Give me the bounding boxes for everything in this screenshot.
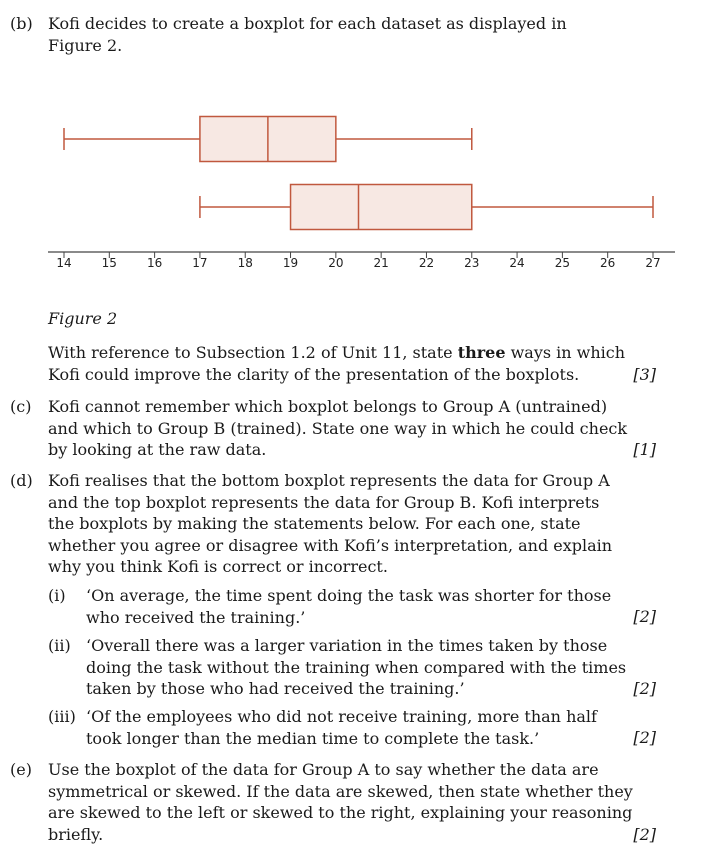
subpart-iii-line-2: took longer than the median time to complete the task.’ xyxy=(86,728,540,748)
subpart-i-line-2: who received the training.’ xyxy=(86,607,306,627)
x-tick-label-22: 22 xyxy=(418,256,435,270)
part-e-label: (e) xyxy=(10,760,32,779)
part-b-question-line-1 xyxy=(48,342,625,364)
x-tick-label-21: 21 xyxy=(373,256,389,270)
part-e-line-1: Use the boxplot of the data for Group A to say whether the data are xyxy=(48,760,599,779)
part-c-line-1: Kofi cannot remember which boxplot belongs to Group A (untrained) xyxy=(48,397,608,416)
subpart-iii-text xyxy=(86,706,597,749)
part-b-question-line-2: Kofi could improve the clarity of the presentation of the boxplots. xyxy=(48,364,580,384)
bottom-box-iqr xyxy=(291,185,472,230)
x-tick-label-16: 16 xyxy=(146,256,163,270)
part-e-text xyxy=(48,759,633,845)
part-b-question-after: ways in which xyxy=(505,343,626,362)
subpart-ii-line-3: taken by those who had received the training.’ xyxy=(86,679,465,698)
part-b-question-bold: three xyxy=(457,343,506,362)
subpart-iii-line-1: ‘Of the employees who did not receive training, more than half xyxy=(86,707,597,726)
part-d-line-5: why you think Kofi is correct or incorrect. xyxy=(48,557,388,576)
subpart-ii-mark: [2] xyxy=(633,679,656,698)
part-c-line-3: by looking at the raw data. xyxy=(48,440,267,459)
part-e-line-3: are skewed to the left or skewed to the right, explaining your reasoning xyxy=(48,803,633,822)
x-tick-label-19: 19 xyxy=(282,256,299,270)
part-b-mark: [3] xyxy=(633,365,656,384)
x-tick-label-20: 20 xyxy=(328,256,344,270)
x-tick-label-17: 17 xyxy=(192,256,208,270)
part-d-line-3: the boxplots by making the statements below. For each one, state xyxy=(48,514,581,533)
subpart-iii-mark: [2] xyxy=(633,728,656,747)
x-tick-label-23: 23 xyxy=(464,256,480,270)
x-tick-label-15: 15 xyxy=(101,256,117,270)
x-tick-label-26: 26 xyxy=(600,256,616,270)
subpart-ii-label: (ii) xyxy=(48,636,71,655)
subpart-i-mark: [2] xyxy=(633,607,656,626)
boxplot-figure xyxy=(0,0,723,300)
subpart-ii-text xyxy=(86,635,626,700)
part-e-line-2: symmetrical or skewed. If the data are skewed, then state whether they xyxy=(48,781,633,801)
x-tick-label-27: 27 xyxy=(645,256,661,270)
part-c-text xyxy=(48,396,627,461)
part-e-line-4: briefly. xyxy=(48,824,104,844)
part-d-line-4: whether you agree or disagree with Kofi’s interpretation, and explain xyxy=(48,535,613,555)
part-b-label: (b) xyxy=(10,14,33,33)
part-e-mark: [2] xyxy=(633,825,656,844)
part-d-text xyxy=(48,470,612,578)
part-d-label: (d) xyxy=(10,471,33,490)
part-c-label: (c) xyxy=(10,397,32,416)
part-c-line-2: and which to Group B (trained). State one way in which he could check xyxy=(48,418,628,438)
subpart-i-text xyxy=(86,585,611,628)
part-d-line-1: Kofi realises that the bottom boxplot represents the data for Group A xyxy=(48,471,610,490)
subpart-ii-line-1: ‘Overall there was a larger variation in the times taken by those xyxy=(86,636,608,655)
figure-caption: Figure 2 xyxy=(48,309,118,328)
subpart-i-line-1: ‘On average, the time spent doing the task was shorter for those xyxy=(86,586,612,605)
subpart-i-label: (i) xyxy=(48,586,66,605)
part-b-question-before: With reference to Subsection 1.2 of Unit 11, state xyxy=(48,343,458,362)
subpart-ii-line-2: doing the task without the training when compared with the times xyxy=(86,657,627,677)
part-b-line-2: Figure 2. xyxy=(48,35,123,55)
part-d-line-2: and the top boxplot represents the data for Group B. Kofi interprets xyxy=(48,492,600,512)
x-tick-label-25: 25 xyxy=(554,256,571,270)
x-tick-label-24: 24 xyxy=(509,256,525,270)
part-b-question xyxy=(48,342,625,385)
part-c-mark: [1] xyxy=(633,440,656,459)
x-tick-label-14: 14 xyxy=(56,256,72,270)
part-b-line-1: Kofi decides to create a boxplot for each dataset as displayed in xyxy=(48,14,567,33)
x-tick-label-18: 18 xyxy=(237,256,253,270)
subpart-iii-label: (iii) xyxy=(48,707,76,726)
